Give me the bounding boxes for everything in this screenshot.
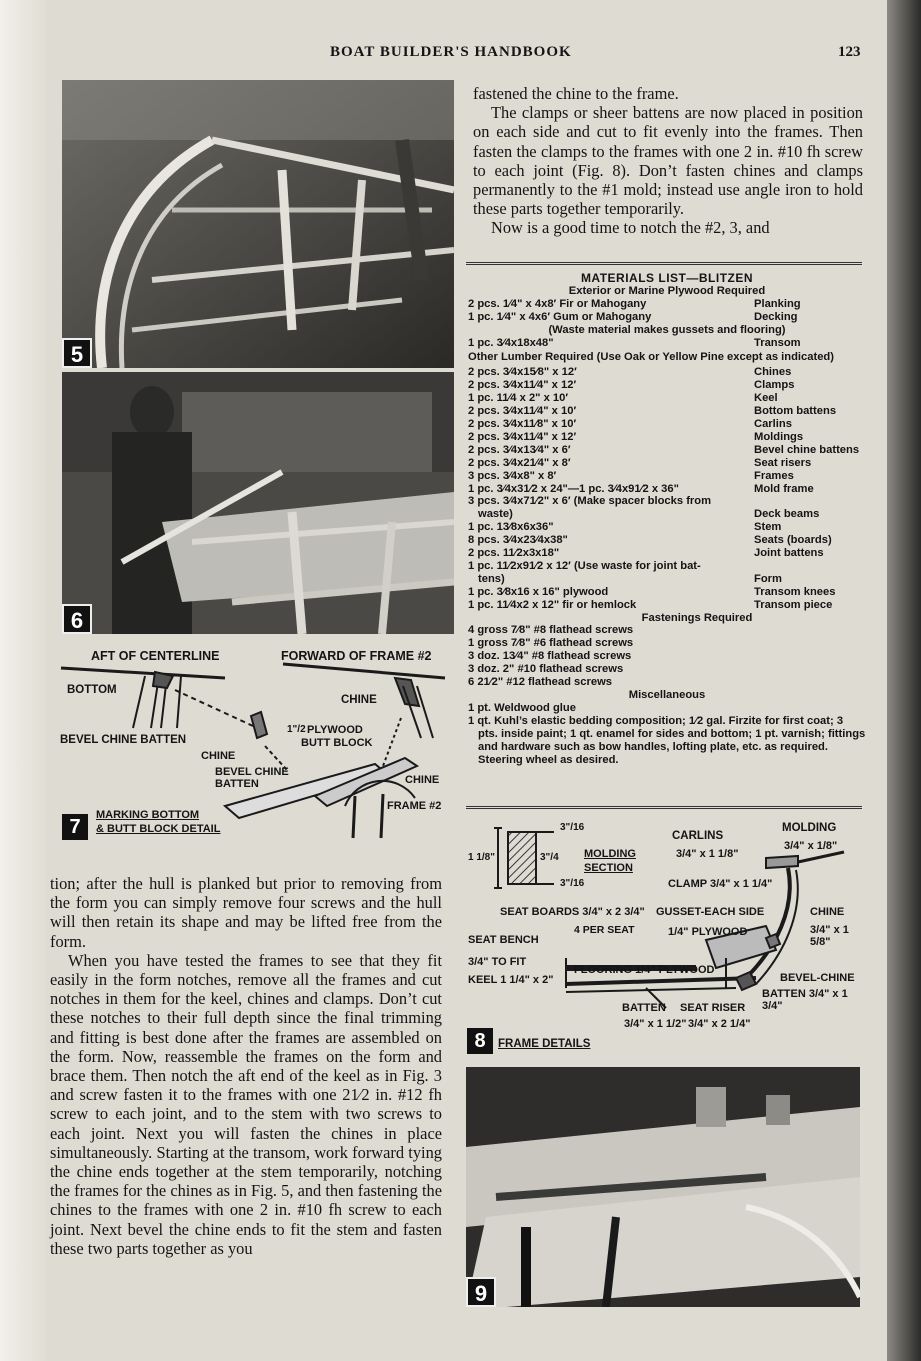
running-header: BOAT BUILDER'S HANDBOOK xyxy=(330,44,572,60)
page-edge-shadow xyxy=(887,0,921,1361)
list-item: 1 pc. 11⁄4x2 x 12" fir or hemlock Transom piece xyxy=(468,598,833,611)
fig7-number: 7 xyxy=(62,814,88,840)
list-item: 2 pcs. 3⁄4x11⁄4" x 12′ Clamps xyxy=(468,379,795,392)
lumber-heading: Other Lumber Required (Use Oak or Yellow Pine except as indicated) xyxy=(468,351,834,364)
fig7-label-forward: FORWARD OF FRAME #2 xyxy=(281,649,432,663)
fig8-label-molding-section-1: MOLDING xyxy=(584,848,636,860)
paragraph: fastened the chine to the frame. xyxy=(473,84,679,103)
photo-fig6-image xyxy=(62,372,454,634)
fig8-label-chine: CHINE xyxy=(810,906,845,918)
fig8-label-bevel-chine: BEVEL-CHINE xyxy=(780,972,855,984)
list-item: 2 pcs. 3⁄4x15⁄8" x 12′ Chines xyxy=(468,366,792,379)
list-item: tens) Form xyxy=(478,572,782,585)
divider-bottom xyxy=(466,806,862,809)
list-item: 1 pc. 11⁄4 x 2" x 10′ Keel xyxy=(468,392,778,405)
fig8-label-seat-riser-dim: 3/4" x 2 1/4" xyxy=(688,1018,751,1030)
fig7-label-chine-right: CHINE xyxy=(405,774,440,786)
divider-top xyxy=(466,262,862,265)
list-item: 2 pcs. 3⁄4x11⁄8" x 10′ Carlins xyxy=(468,417,792,430)
fig7-caption-line1: MARKING BOTTOM xyxy=(96,809,200,821)
left-column-bottom-text xyxy=(50,874,442,1258)
photo-fig5-number: 5 xyxy=(62,338,92,368)
fig8-label-clamp: CLAMP 3/4" x 1 1/4" xyxy=(668,878,773,890)
fig8-number: 8 xyxy=(467,1028,493,1054)
fig8-label-batten: BATTEN xyxy=(622,1002,666,1014)
fig8-label-batten-size: 3/4" x 1 1/2" xyxy=(624,1018,687,1030)
fig7-label-batten: BATTEN xyxy=(215,778,259,790)
fig8-label-dim-316-bot: 3"/16 xyxy=(560,878,585,889)
list-item: 2 pcs. 11⁄2x3x18" Joint battens xyxy=(468,547,824,560)
fig8-label-dim-118: 1 1/8" xyxy=(468,852,495,863)
paragraph: The clamps or sheer battens are now placed in position on each side and cut to fit evenly into the frames. Then fasten the clamps to the frames with one 2 in. #10 fh screw to each joint (Fig. 8). Don’t fasten chines and clamps permanently to the #1 mold; instead use angle iron to hold these parts together temporarily. xyxy=(473,103,863,219)
list-item: 1 pc. 11⁄2x91⁄2 x 12′ (Use waste for joint bat- xyxy=(468,559,701,572)
misc-item: 1 qt. Kuhl’s elastic bedding composition; 1⁄2 gal. Firzite for first coat; 3 pts. inside paint; 1 qt. enamel for sides and bottom; 1 pt. varnish; fittings and hardware such as bow handles, lofting plate, etc. as required. Steering wheel as desired. xyxy=(468,714,866,766)
fig8-caption: FRAME DETAILS xyxy=(498,1038,591,1050)
right-column-top-text xyxy=(473,84,863,238)
fig7-label-chine-top: CHINE xyxy=(341,694,377,706)
misc-heading: Miscellaneous xyxy=(628,689,706,701)
fig8-label-gusset: GUSSET-EACH SIDE xyxy=(656,906,765,918)
fastening-item: 3 doz. 13⁄4" #8 flathead screws xyxy=(468,650,632,663)
photo-fig6 xyxy=(62,372,454,634)
fig7-label-plywood: PLYWOOD xyxy=(307,724,363,736)
list-item: 3 pcs. 3⁄4x71⁄2" x 6′ (Make spacer blocks from xyxy=(468,495,712,508)
fig8-label-batten-dim: BATTEN 3/4" x 1 3/4" xyxy=(762,988,848,1012)
fig8-label-seat-boards: SEAT BOARDS 3/4" x 2 3/4" xyxy=(500,906,645,918)
fig7-label-frame2: FRAME #2 xyxy=(387,800,442,812)
fastenings-heading: Fastenings Required xyxy=(641,611,753,624)
plywood-heading: Exterior or Marine Plywood Required xyxy=(568,284,766,297)
figure-8 xyxy=(466,818,866,1054)
list-item: 3 pcs. 3⁄4x8" x 8′ Frames xyxy=(468,469,794,482)
fig7-label-chine-mid: CHINE xyxy=(201,750,236,762)
fig8-label-molding-section-2: SECTION xyxy=(584,862,633,874)
fastening-item: 6 21⁄2" #12 flathead screws xyxy=(468,676,612,689)
fig8-label-per-seat: 4 PER SEAT xyxy=(574,924,635,936)
paragraph: When you have tested the frames to see that they fit easily in the form notches, remove all the frames and cut notches in them for the keel, chines and clamps. Don’t cut these notches to their full depth since the final trimming and fitting is best done after the frames are assembled on the form. Now, reassemble the frames on the form and brace them. Then notch the aft end of the keel as in Fig. 3 and screw fasten it to the frames with one 21⁄2 in. #12 fh screw to each joint, and to the stem with two screws to each joint. Next you will fasten the chines in place simultaneously. Starting at the transom, work forward tying the chine ends together at the stem temporarily, notching the frames for the chines as in Fig. 5, and then fastening the chines to the frames with one 2 in. #10 fh screw to each joint. Next bevel the chine ends to fit the stem and fasten these two parts together as you xyxy=(50,950,442,1258)
fastening-item: 1 gross 7⁄8" #6 flathead screws xyxy=(468,637,634,650)
fig8-label-molding-dim: 3/4" x 1/8" xyxy=(784,840,838,852)
list-item: 1 pc. 1⁄4" x 4x6′ Gum or Mahogany Decking xyxy=(468,310,798,323)
fastening-item: 3 doz. 2" #10 flathead screws xyxy=(468,663,624,676)
photo-fig5-image xyxy=(62,80,454,368)
waste-note: (Waste material makes gussets and flooring) xyxy=(548,323,786,336)
list-item: 2 pcs. 3⁄4x13⁄4" x 6′ Bevel chine battens xyxy=(468,443,860,456)
list-item: 8 pcs. 3⁄4x23⁄4x38" Seats (boards) xyxy=(468,534,832,547)
list-item: 2 pcs. 3⁄4x21⁄4" x 8′ Seat risers xyxy=(468,456,812,469)
fig8-label-plywood: 1/4" PLYWOOD xyxy=(668,926,748,938)
photo-fig5 xyxy=(62,80,454,368)
photo-fig9 xyxy=(466,1067,860,1307)
fig8-label-dim-316-top: 3"/16 xyxy=(560,822,585,833)
fig8-label-chine-dim: 3/4" x 1 5/8" xyxy=(810,924,849,948)
list-item: waste) Deck beams xyxy=(478,508,820,521)
page-gutter xyxy=(0,0,46,1361)
photo-fig9-image xyxy=(466,1067,860,1307)
materials-list xyxy=(468,272,866,766)
list-item: 1 pc. 13⁄8x6x36" Stem xyxy=(468,521,782,534)
fig7-label-bevel-chine-batten: BEVEL CHINE BATTEN xyxy=(60,734,187,746)
list-item: 2 pcs. 3⁄4x11⁄4" x 12′ Moldings xyxy=(468,430,804,443)
fig8-label-to-fit: 3/4" TO FIT xyxy=(468,956,527,968)
fig8-label-carlins-dim: 3/4" x 1 1/8" xyxy=(676,848,739,860)
fig7-label-bevel-chine: BEVEL CHINE xyxy=(215,766,289,778)
photo-fig6-number: 6 xyxy=(62,604,92,634)
list-item: 1 pc. 3⁄4x18x48" Transom xyxy=(468,336,801,349)
page-number: 123 xyxy=(838,44,861,60)
paragraph: Now is a good time to notch the #2, 3, and xyxy=(491,218,770,238)
fig8-label-molding: MOLDING xyxy=(782,822,837,834)
fig7-label-aft: AFT OF CENTERLINE xyxy=(91,649,220,663)
fig7-label-bottom: BOTTOM xyxy=(67,684,117,696)
fig7-label-plywood-fraction: 1"/2 xyxy=(287,724,306,735)
fastening-item: 4 gross 7⁄8" #8 flathead screws xyxy=(468,624,634,637)
fig8-label-keel: KEEL 1 1/4" x 2" xyxy=(468,974,554,986)
list-item: 1 pc. 3⁄8x16 x 16" plywood Transom knees xyxy=(468,585,836,598)
fig8-label-flooring: FLOORING 1/4" PLYWOOD xyxy=(574,964,715,976)
list-item: 2 pcs. 3⁄4x11⁄4" x 10′ Bottom battens xyxy=(468,405,837,418)
materials-title: MATERIALS LIST—BLITZEN xyxy=(580,271,754,285)
fig8-label-carlins: CARLINS xyxy=(672,830,724,842)
list-item: 2 pcs. 1⁄4" x 4x8′ Fir or Mahogany Planking xyxy=(468,297,801,310)
fig7-label-butt-block: BUTT BLOCK xyxy=(301,737,373,749)
fig7-caption-line2: & BUTT BLOCK DETAIL xyxy=(96,823,221,835)
paragraph: tion; after the hull is planked but prior to removing from the form you can simply remove four screws and the hull will then retain its shape and may be lifted free from the form. xyxy=(50,874,442,951)
photo-fig9-number: 9 xyxy=(466,1277,496,1307)
misc-item: 1 pt. Weldwood glue xyxy=(468,701,576,714)
fig8-label-seat-bench: SEAT BENCH xyxy=(468,934,539,946)
fig8-label-dim-34: 3"/4 xyxy=(540,852,559,863)
fig8-label-seat-riser: SEAT RISER xyxy=(680,1002,746,1014)
list-item: 1 pc. 3⁄4x31⁄2 x 24"—1 pc. 3⁄4x91⁄2 x 36" Mold frame xyxy=(468,482,814,495)
